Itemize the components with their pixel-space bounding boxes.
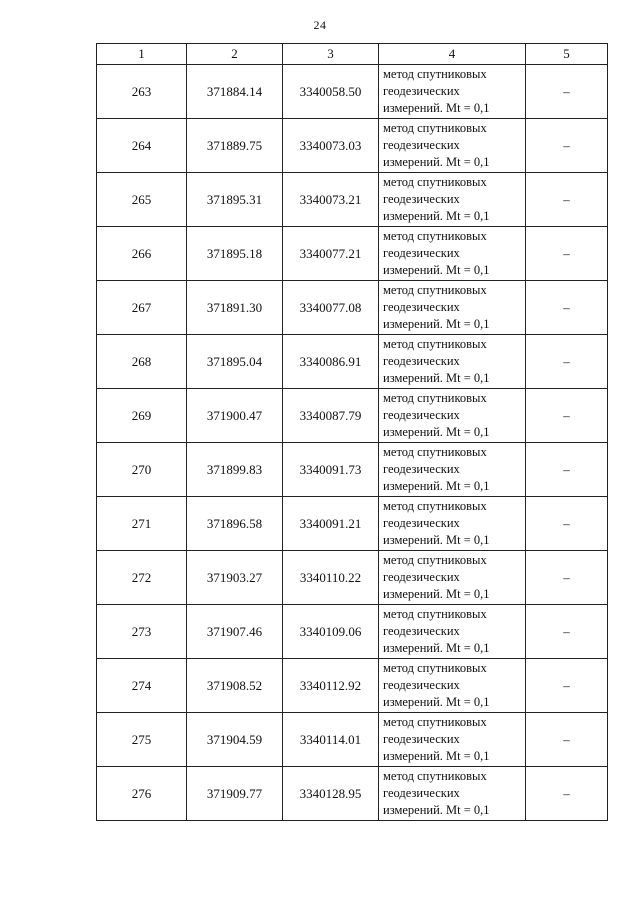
method-line: геодезических bbox=[383, 354, 460, 368]
note-cell: – bbox=[526, 227, 608, 281]
point-number-cell: 263 bbox=[97, 65, 187, 119]
method-line: измерений. Mt = 0,1 bbox=[383, 641, 490, 655]
column-header-4: 4 bbox=[379, 44, 526, 65]
y-coordinate-cell: 3340109.06 bbox=[283, 605, 379, 659]
point-number-cell: 276 bbox=[97, 767, 187, 821]
point-number-cell: 268 bbox=[97, 335, 187, 389]
point-number-cell: 273 bbox=[97, 605, 187, 659]
method-cell bbox=[379, 281, 526, 335]
note-cell: – bbox=[526, 605, 608, 659]
table-row bbox=[97, 713, 608, 767]
point-number-cell: 265 bbox=[97, 173, 187, 227]
method-line: метод спутниковых bbox=[383, 67, 487, 81]
y-coordinate-cell: 3340087.79 bbox=[283, 389, 379, 443]
method-line: измерений. Mt = 0,1 bbox=[383, 749, 490, 763]
method-line: геодезических bbox=[383, 624, 460, 638]
note-cell: – bbox=[526, 65, 608, 119]
method-cell bbox=[379, 119, 526, 173]
method-line: геодезических bbox=[383, 570, 460, 584]
method-cell bbox=[379, 227, 526, 281]
note-cell: – bbox=[526, 281, 608, 335]
table-row bbox=[97, 497, 608, 551]
table-row bbox=[97, 335, 608, 389]
method-cell bbox=[379, 389, 526, 443]
y-coordinate-cell: 3340086.91 bbox=[283, 335, 379, 389]
page-number: 24 bbox=[313, 18, 327, 32]
header-row bbox=[97, 44, 608, 65]
method-cell bbox=[379, 551, 526, 605]
method-line: измерений. Mt = 0,1 bbox=[383, 317, 490, 331]
x-coordinate-cell: 371884.14 bbox=[187, 65, 283, 119]
method-line: геодезических bbox=[383, 138, 460, 152]
x-coordinate-cell: 371895.18 bbox=[187, 227, 283, 281]
method-cell bbox=[379, 659, 526, 713]
note-cell: – bbox=[526, 389, 608, 443]
note-cell: – bbox=[526, 767, 608, 821]
table-row bbox=[97, 659, 608, 713]
table-row bbox=[97, 65, 608, 119]
x-coordinate-cell: 371889.75 bbox=[187, 119, 283, 173]
point-number-cell: 269 bbox=[97, 389, 187, 443]
y-coordinate-cell: 3340091.73 bbox=[283, 443, 379, 497]
method-line: метод спутниковых bbox=[383, 283, 487, 297]
method-line: метод спутниковых bbox=[383, 715, 487, 729]
method-line: измерений. Mt = 0,1 bbox=[383, 479, 490, 493]
x-coordinate-cell: 371907.46 bbox=[187, 605, 283, 659]
x-coordinate-cell: 371903.27 bbox=[187, 551, 283, 605]
y-coordinate-cell: 3340112.92 bbox=[283, 659, 379, 713]
column-header-2: 2 bbox=[187, 44, 283, 65]
method-cell bbox=[379, 65, 526, 119]
y-coordinate-cell: 3340091.21 bbox=[283, 497, 379, 551]
x-coordinate-cell: 371909.77 bbox=[187, 767, 283, 821]
method-line: метод спутниковых bbox=[383, 553, 487, 567]
x-coordinate-cell: 371908.52 bbox=[187, 659, 283, 713]
method-line: метод спутниковых bbox=[383, 607, 487, 621]
method-line: геодезических bbox=[383, 516, 460, 530]
method-line: геодезических bbox=[383, 300, 460, 314]
method-line: измерений. Mt = 0,1 bbox=[383, 587, 490, 601]
y-coordinate-cell: 3340077.21 bbox=[283, 227, 379, 281]
y-coordinate-cell: 3340077.08 bbox=[283, 281, 379, 335]
method-cell bbox=[379, 767, 526, 821]
table-row bbox=[97, 443, 608, 497]
x-coordinate-cell: 371900.47 bbox=[187, 389, 283, 443]
method-line: измерений. Mt = 0,1 bbox=[383, 803, 490, 817]
note-cell: – bbox=[526, 173, 608, 227]
method-line: метод спутниковых bbox=[383, 391, 487, 405]
method-line: геодезических bbox=[383, 84, 460, 98]
x-coordinate-cell: 371899.83 bbox=[187, 443, 283, 497]
x-coordinate-cell: 371891.30 bbox=[187, 281, 283, 335]
method-line: метод спутниковых bbox=[383, 769, 487, 783]
method-cell bbox=[379, 443, 526, 497]
point-number-cell: 272 bbox=[97, 551, 187, 605]
x-coordinate-cell: 371896.58 bbox=[187, 497, 283, 551]
method-line: метод спутниковых bbox=[383, 229, 487, 243]
method-line: метод спутниковых bbox=[383, 445, 487, 459]
point-number-cell: 270 bbox=[97, 443, 187, 497]
y-coordinate-cell: 3340073.21 bbox=[283, 173, 379, 227]
method-line: измерений. Mt = 0,1 bbox=[383, 533, 490, 547]
method-cell bbox=[379, 335, 526, 389]
method-line: метод спутниковых bbox=[383, 175, 487, 189]
method-line: геодезических bbox=[383, 732, 460, 746]
point-number-cell: 275 bbox=[97, 713, 187, 767]
note-cell: – bbox=[526, 659, 608, 713]
table-row bbox=[97, 767, 608, 821]
method-line: измерений. Mt = 0,1 bbox=[383, 371, 490, 385]
method-line: метод спутниковых bbox=[383, 499, 487, 513]
method-line: измерений. Mt = 0,1 bbox=[383, 425, 490, 439]
table-header bbox=[97, 44, 608, 65]
column-header-5: 5 bbox=[526, 44, 608, 65]
method-cell bbox=[379, 605, 526, 659]
point-number-cell: 266 bbox=[97, 227, 187, 281]
note-cell: – bbox=[526, 713, 608, 767]
note-cell: – bbox=[526, 551, 608, 605]
table-row bbox=[97, 119, 608, 173]
method-line: измерений. Mt = 0,1 bbox=[383, 209, 490, 223]
column-header-1: 1 bbox=[97, 44, 187, 65]
method-cell bbox=[379, 497, 526, 551]
table-row bbox=[97, 281, 608, 335]
y-coordinate-cell: 3340110.22 bbox=[283, 551, 379, 605]
method-line: метод спутниковых bbox=[383, 661, 487, 675]
point-number-cell: 274 bbox=[97, 659, 187, 713]
y-coordinate-cell: 3340128.95 bbox=[283, 767, 379, 821]
table-row bbox=[97, 551, 608, 605]
coordinates-table bbox=[96, 43, 608, 821]
y-coordinate-cell: 3340114.01 bbox=[283, 713, 379, 767]
note-cell: – bbox=[526, 335, 608, 389]
y-coordinate-cell: 3340073.03 bbox=[283, 119, 379, 173]
x-coordinate-cell: 371895.04 bbox=[187, 335, 283, 389]
method-line: геодезических bbox=[383, 408, 460, 422]
column-header-3: 3 bbox=[283, 44, 379, 65]
point-number-cell: 271 bbox=[97, 497, 187, 551]
note-cell: – bbox=[526, 443, 608, 497]
method-line: геодезических bbox=[383, 192, 460, 206]
method-line: геодезических bbox=[383, 246, 460, 260]
method-line: геодезических bbox=[383, 678, 460, 692]
note-cell: – bbox=[526, 497, 608, 551]
table-row bbox=[97, 605, 608, 659]
point-number-cell: 264 bbox=[97, 119, 187, 173]
method-line: измерений. Mt = 0,1 bbox=[383, 695, 490, 709]
note-cell: – bbox=[526, 119, 608, 173]
x-coordinate-cell: 371895.31 bbox=[187, 173, 283, 227]
method-line: метод спутниковых bbox=[383, 337, 487, 351]
y-coordinate-cell: 3340058.50 bbox=[283, 65, 379, 119]
method-cell bbox=[379, 713, 526, 767]
table-row bbox=[97, 173, 608, 227]
table-row bbox=[97, 227, 608, 281]
point-number-cell: 267 bbox=[97, 281, 187, 335]
method-line: геодезических bbox=[383, 786, 460, 800]
x-coordinate-cell: 371904.59 bbox=[187, 713, 283, 767]
method-line: измерений. Mt = 0,1 bbox=[383, 263, 490, 277]
method-line: измерений. Mt = 0,1 bbox=[383, 101, 490, 115]
method-cell bbox=[379, 173, 526, 227]
table-body bbox=[97, 65, 608, 821]
method-line: геодезических bbox=[383, 462, 460, 476]
method-line: измерений. Mt = 0,1 bbox=[383, 155, 490, 169]
table-row bbox=[97, 389, 608, 443]
method-line: метод спутниковых bbox=[383, 121, 487, 135]
